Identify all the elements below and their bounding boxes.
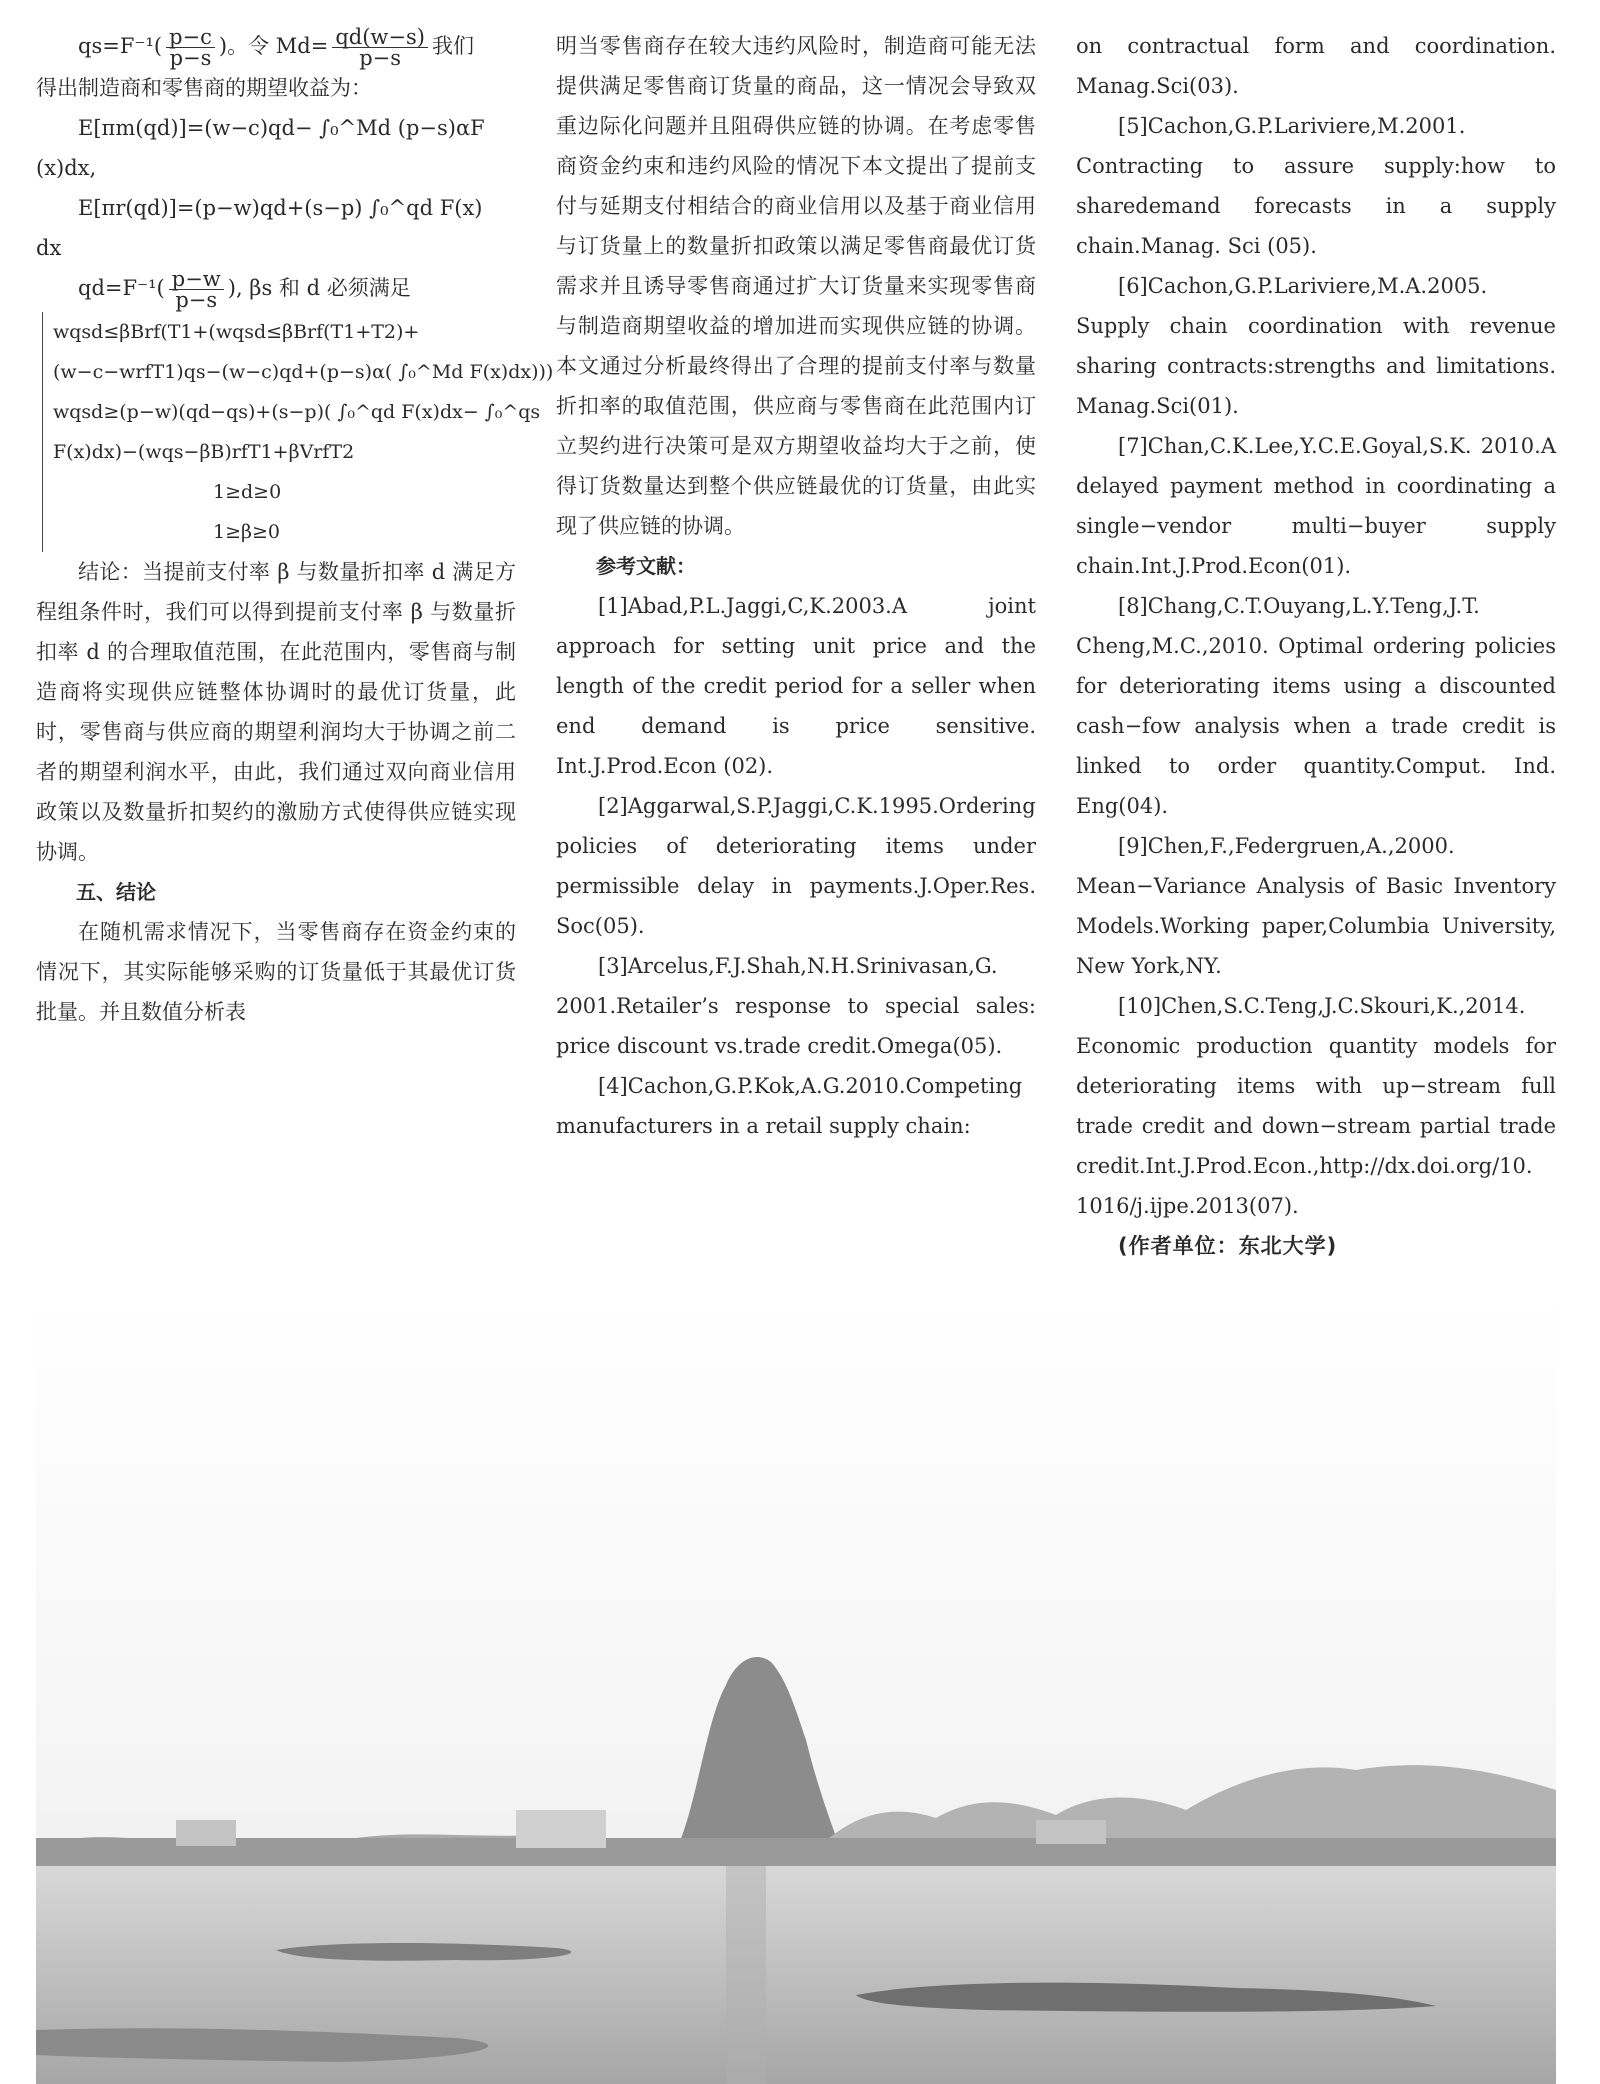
fraction: $\frac{p-w}{p-s}$ <box>169 269 224 310</box>
author-affiliation: (作者单位：东北大学) <box>1118 1234 1338 1258</box>
conclusion-paragraph: 结论：当提前支付率 β 与数量折扣率 d 满足方程组条件时，我们可以得到提前支付率 β 与数量折扣率 d 的合理取值范围，在此范围内，零售商与制造商将实现供应链整体协调时的最优订货量，此时，零售商与供应商的期望利润均大于协调之前二者的期望利润水平，由此，我们通过双向商业信用政策以及数量折扣契约的激励方式使得供应链实现协调。 <box>36 560 516 864</box>
reference-6: [6]Cachon,G.P.Lariviere,M.A.2005. Supply chain coordination with revenue sharing contracts:strengths and limitations. Manag.Sci(01). <box>1076 274 1556 418</box>
shoreline-town <box>36 1838 1556 1866</box>
reference-1: [1]Abad,P.L.Jaggi,C,K.2003.A joint approach for setting unit price and the length of the credit period for a seller when end demand is price sensitive. Int.J.Prod.Econ (02). <box>556 594 1036 778</box>
building <box>176 1820 236 1846</box>
reference-8: [8]Chang,C.T.Ouyang,L.Y.Teng,J.T. Cheng,M.C.,2010. Optimal ordering policies for deteriorating items using a discounted cash−fow analysis when a trade credit is linked to order quantity.Comput. Ind. Eng(04). <box>1076 594 1556 818</box>
system-line-2: (w−c−wrfT1)qs−(w−c)qd+(p−s)α( ∫₀^Md F(x)dx))) <box>53 361 554 383</box>
equation-pi-m: E[πm(qd)]=(w−c)qd− ∫₀^Md (p−s)αF <box>78 116 485 140</box>
equation-pi-r-cont: dx <box>36 236 62 260</box>
eq-text: )。令 Md= <box>218 34 329 58</box>
reference-10: [10]Chen,S.C.Teng,J.C.Skouri,K.,2014. Economic production quantity models for deteriorating items with up−stream full trade credit and down−stream partial trade credit.Int.J.Prod.Econ.,http://dx.doi.org/10. 1016/j.ijpe.2013(07). <box>1076 994 1556 1218</box>
reference-2: [2]Aggarwal,S.P.Jaggi,C.K.1995.Ordering policies of deteriorating items under permissible delay in payments.J.Oper.Res. Soc(05). <box>556 794 1036 938</box>
references-title: 参考文献： <box>596 554 696 578</box>
eq-text: ), βs 和 d 必须满足 <box>227 276 411 300</box>
eq-text: qd=F⁻¹( <box>78 276 165 300</box>
equation-qd <box>36 268 516 310</box>
reference-5: [5]Cachon,G.P.Lariviere,M.2001. Contracting to assure supply:how to sharedemand forecasts in a supply chain.Manag. Sci (05). <box>1076 114 1556 258</box>
column-left <box>36 25 554 1032</box>
fraction: $\frac{p-c}{p-s}$ <box>166 27 215 68</box>
reference-9: [9]Chen,F.,Federgruen,A.,2000. Mean−Variance Analysis of Basic Inventory Models.Working paper,Columbia University, New York,NY. <box>1076 834 1556 978</box>
column-middle <box>556 26 1036 1146</box>
equation-pi-m-cont: (x)dx, <box>36 156 97 180</box>
continued-paragraph: 明当零售商存在较大违约风险时，制造商可能无法提供满足零售商订货量的商品，这一情况会导致双重边际化问题并且阻碍供应链的协调。在考虑零售商资金约束和违约风险的情况下本文提出了提前支付与延期支付相结合的商业信用以及基于商业信用与订货量上的数量折扣政策以满足零售商最优订货需求并且诱导零售商通过扩大订货量来实现零售商与制造商期望收益的增加进而实现供应链的协调。本文通过分析最终得出了合理的提前支付率与数量折扣率的取值范围，供应商与零售商在此范围内订立契约进行决策可是双方期望收益均大于之前，使得订货数量达到整个供应链最优的订货量，由此实现了供应链的协调。 <box>556 34 1036 538</box>
expected-income-line: 得出制造商和零售商的期望收益为： <box>36 76 372 100</box>
reference-4: [4]Cachon,G.P.Kok,A.G.2010.Competing manufacturers in a retail supply chain: <box>556 1074 1023 1138</box>
system-line-1: wqsd≤βBrf(T1+(wqsd≤βBrf(T1+T2)+ <box>53 321 420 343</box>
system-line-4: F(x)dx)−(wqs−βB)rfT1+βVrfT2 <box>53 441 355 463</box>
reference-3: [3]Arcelus,F.J.Shah,N.H.Srinivasan,G. 2001.Retailer’s response to special sales: price discount vs.trade credit.Omega(05). <box>556 954 1036 1058</box>
section-title: 五、结论 <box>76 880 156 904</box>
column-right <box>1076 26 1556 1266</box>
building <box>516 1810 606 1848</box>
system-line-3: wqsd≥(p−w)(qd−qs)+(s−p)( ∫₀^qd F(x)dx− ∫₀^qs <box>53 401 541 423</box>
final-paragraph: 在随机需求情况下，当零售商存在资金约束的情况下，其实际能够采购的订货量低于其最优订货批量。并且数值分析表 <box>36 920 516 1024</box>
eq-text: 我们 <box>431 34 474 58</box>
eq-text: qs=F⁻¹( <box>78 34 163 58</box>
system-line-5: 1≥d≥0 <box>213 481 282 503</box>
landscape-photo <box>36 1290 1556 2084</box>
reference-7: [7]Chan,C.K.Lee,Y.C.E.Goyal,S.K. 2010.A delayed payment method in coordinating a single−vendor multi−buyer supply chain.Int.J.Prod.Econ(01). <box>1076 434 1556 578</box>
reflection <box>726 1866 766 2084</box>
equation-system <box>42 312 554 552</box>
reference-4-cont: on contractual form and coordination. Manag.Sci(03). <box>1076 34 1556 98</box>
equation-pi-r: E[πr(qd)]=(p−w)qd+(s−p) ∫₀^qd F(x) <box>78 196 483 220</box>
system-line-6: 1≥β≥0 <box>213 521 281 543</box>
equation-qs-md <box>36 26 516 68</box>
building <box>1036 1820 1106 1844</box>
fraction: $\frac{qd(w-s)}{p-s}$ <box>332 27 428 68</box>
